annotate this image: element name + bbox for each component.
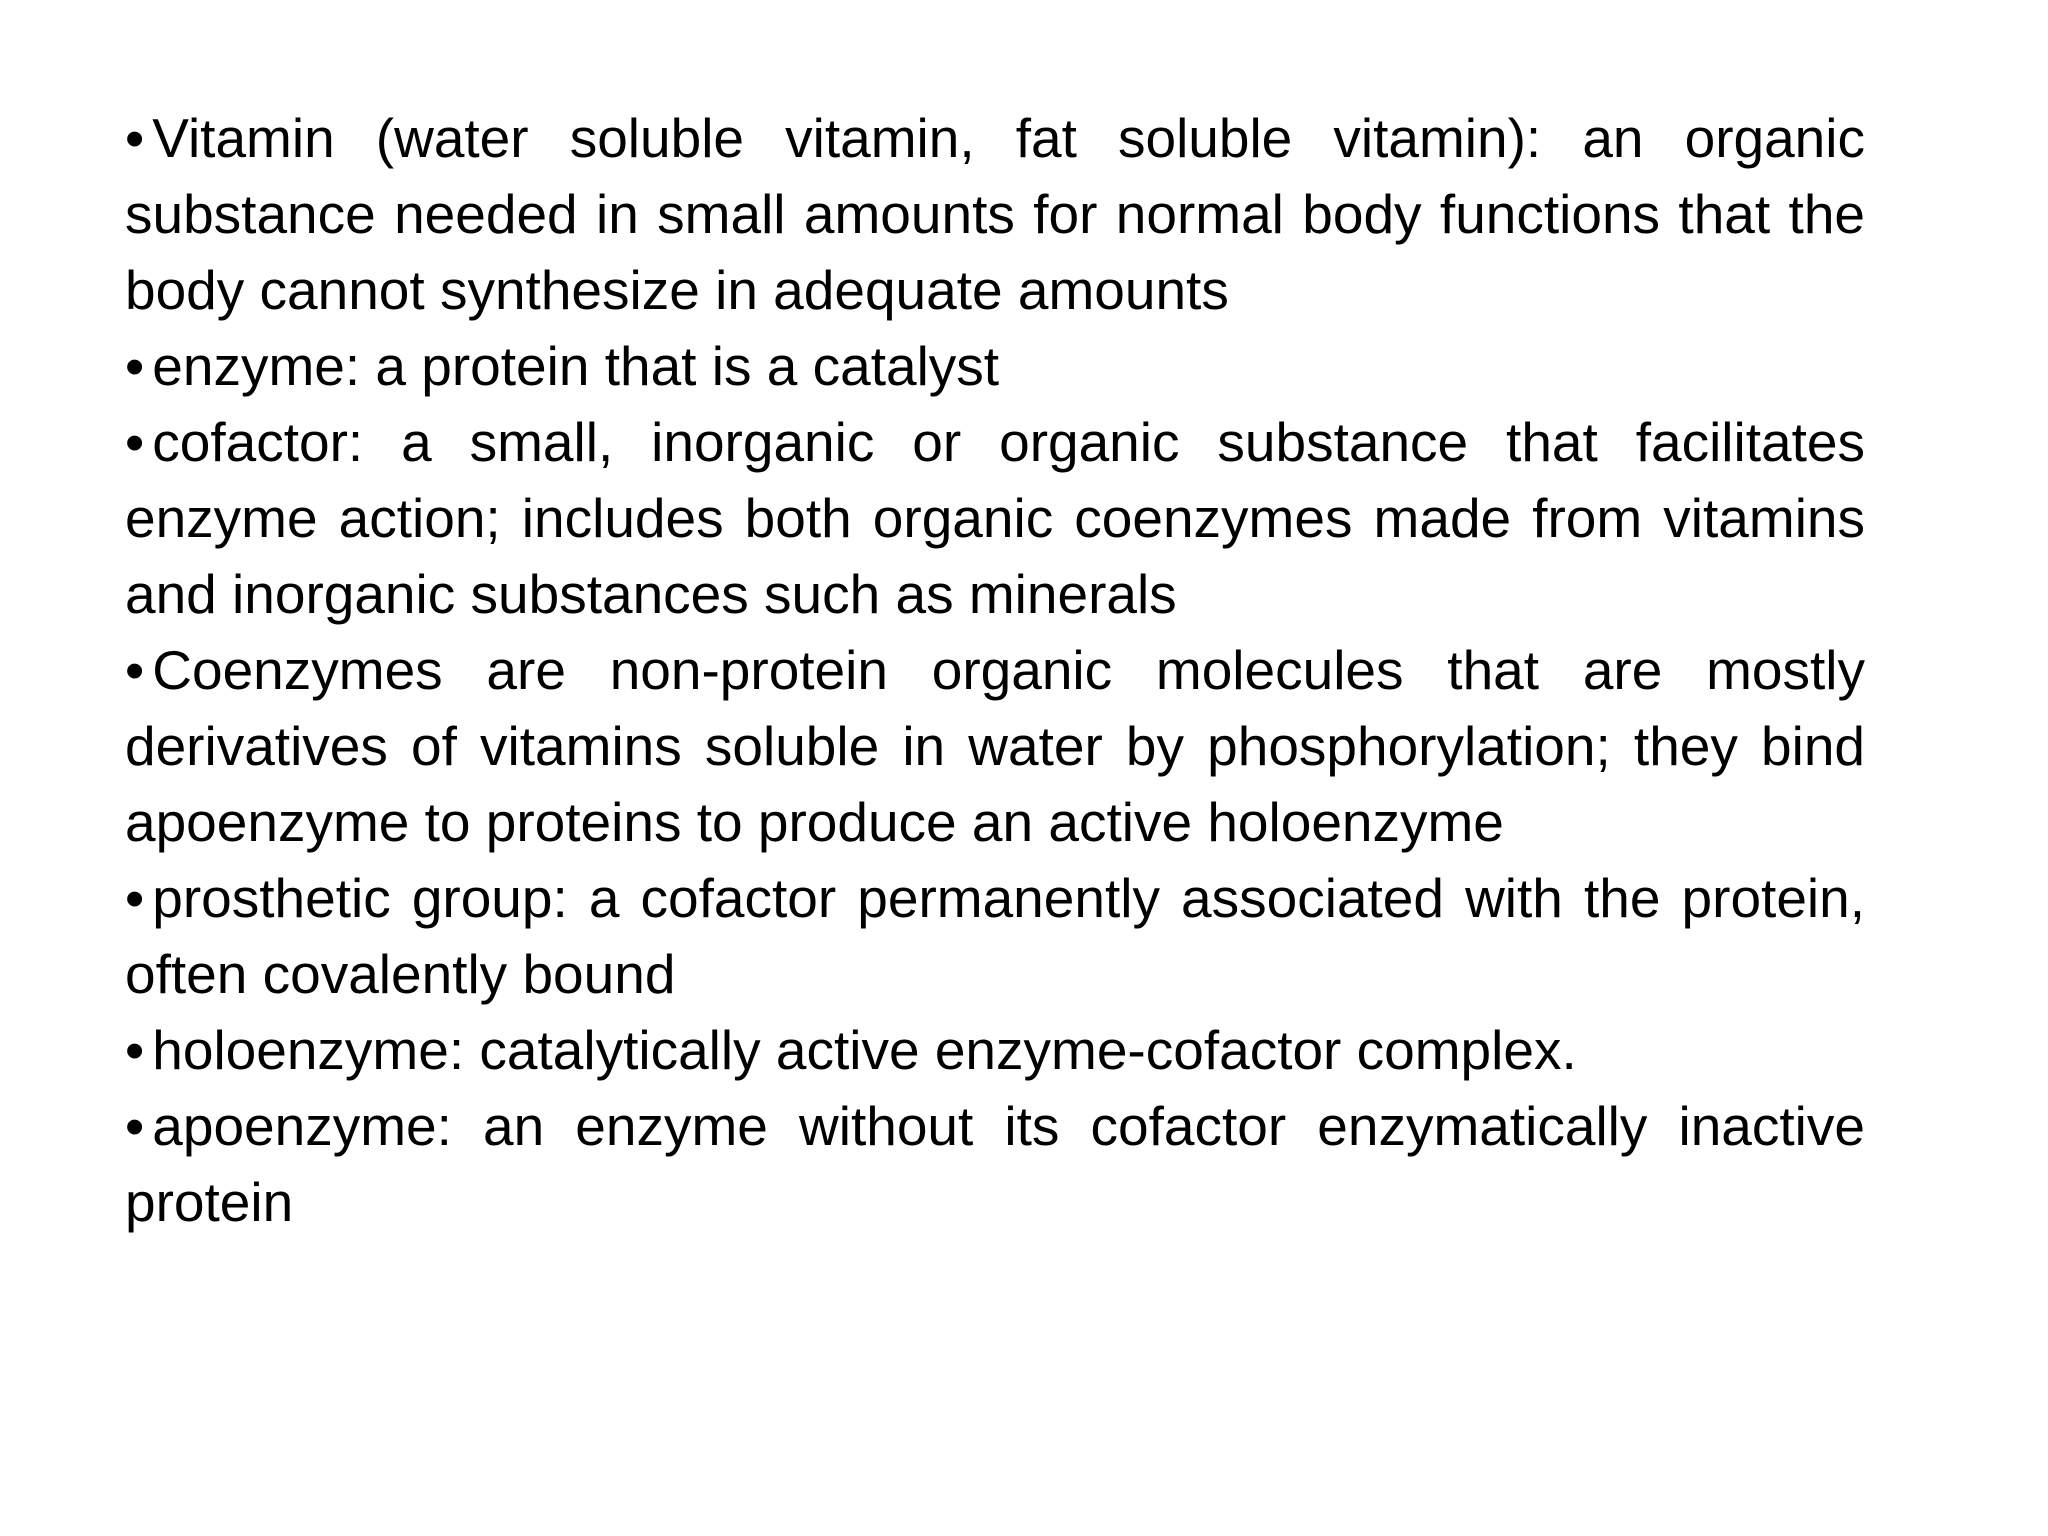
bullet-item-vitamin: [125, 100, 1865, 328]
bullet-text: cofactor: a small, inorganic or organic substance that facilitates enzyme action; includes both organic coenzymes made from vitamins and inorganic substances such as minerals: [125, 411, 1865, 625]
bullet-text: holoenzyme: catalytically active enzyme-cofactor complex.: [152, 1019, 1577, 1081]
bullet-icon: •: [125, 335, 145, 397]
bullet-icon: •: [125, 107, 145, 169]
bullet-text: Vitamin (water soluble vitamin, fat soluble vitamin): an organic substance needed in small amounts for normal body functions that the body cannot synthesize in adequate amounts: [125, 107, 1865, 321]
bullet-item-holoenzyme: [125, 1012, 1865, 1088]
bullet-item-prosthetic-group: [125, 860, 1865, 1012]
bullet-text: Coenzymes are non-protein organic molecules that are mostly derivatives of vitamins soluble in water by phosphorylation; they bind apoenzyme to proteins to produce an active holoenzyme: [125, 639, 1865, 853]
bullet-icon: •: [125, 867, 145, 929]
bullet-list: [125, 100, 1865, 1240]
bullet-text: apoenzyme: an enzyme without its cofactor enzymatically inactive protein: [125, 1095, 1865, 1233]
bullet-icon: •: [125, 639, 145, 701]
bullet-item-apoenzyme: [125, 1088, 1865, 1240]
bullet-text: prosthetic group: a cofactor permanently associated with the protein, often covalently bound: [125, 867, 1865, 1005]
bullet-text: enzyme: a protein that is a catalyst: [152, 335, 1000, 397]
bullet-icon: •: [125, 411, 145, 473]
bullet-icon: •: [125, 1095, 145, 1157]
bullet-item-cofactor: [125, 404, 1865, 632]
bullet-icon: •: [125, 1019, 145, 1081]
bullet-item-coenzymes: [125, 632, 1865, 860]
bullet-item-enzyme: [125, 328, 1865, 404]
